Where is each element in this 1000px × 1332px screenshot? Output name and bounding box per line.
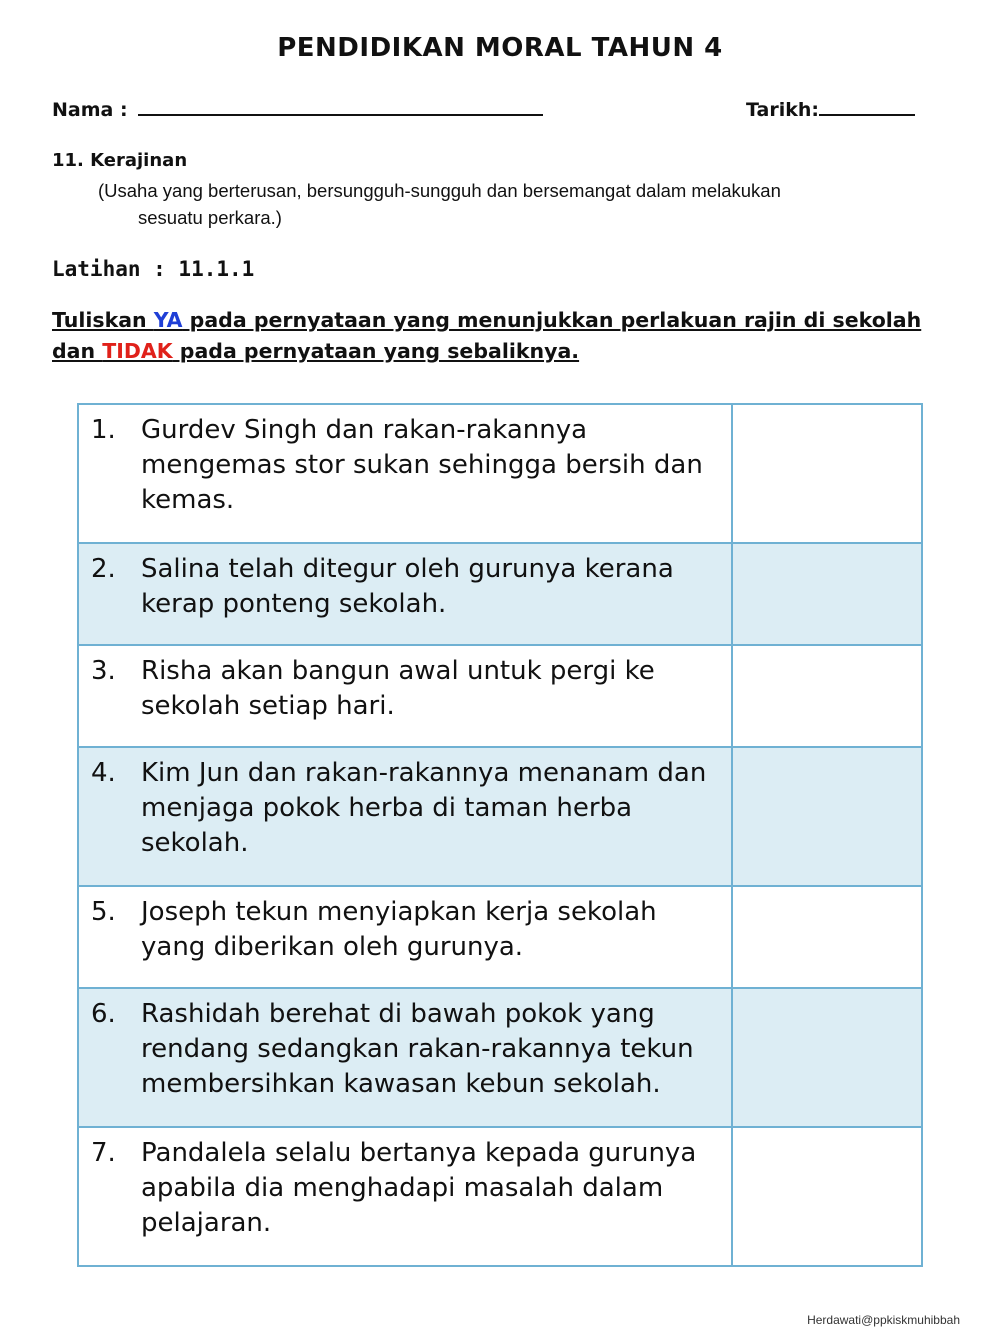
question-number: 4. xyxy=(91,758,116,788)
question-number: 7. xyxy=(91,1138,116,1168)
topic-definition xyxy=(98,177,948,231)
answer-cell[interactable] xyxy=(732,747,922,886)
exercise-label: Latihan : 11.1.1 xyxy=(52,257,255,281)
question-statement: Pandalela selalu bertanya kepada gurunya apabila dia menghadapi masalah dalam pelajaran. xyxy=(141,1138,697,1238)
answer-cell[interactable] xyxy=(732,988,922,1127)
instruction-part-2: pada pernyataan yang menunjukkan perlakuan rajin di sekolah dan xyxy=(52,308,922,363)
question-statement: Rashidah berehat di bawah pokok yang rendang sedangkan rakan-rakannya tekun membersihkan kawasan kebun sekolah. xyxy=(141,999,694,1099)
definition-line-2: sesuatu perkara.) xyxy=(138,207,282,228)
date-input-line[interactable] xyxy=(819,96,915,116)
question-cell xyxy=(78,988,732,1127)
question-number: 3. xyxy=(91,656,116,686)
question-statement: Salina telah ditegur oleh gurunya kerana kerap ponteng sekolah. xyxy=(141,554,674,619)
topic-heading: 11. Kerajinan xyxy=(52,150,188,171)
name-input-line[interactable] xyxy=(138,96,543,116)
question-number: 6. xyxy=(91,999,116,1029)
instruction-text xyxy=(52,305,952,367)
question-row xyxy=(78,747,922,886)
answer-cell[interactable] xyxy=(732,1127,922,1266)
date-field-row xyxy=(746,96,915,121)
question-row xyxy=(78,886,922,988)
question-row xyxy=(78,543,922,645)
question-number: 2. xyxy=(91,554,116,584)
instruction-part-3: pada pernyataan yang sebaliknya. xyxy=(172,339,580,363)
page-title: PENDIDIKAN MORAL TAHUN 4 xyxy=(277,33,723,63)
question-cell xyxy=(78,747,732,886)
question-row xyxy=(78,1127,922,1266)
definition-line-1: (Usaha yang berterusan, bersungguh-sungguh dan bersemangat dalam melakukan xyxy=(98,180,781,201)
question-statement: Joseph tekun menyiapkan kerja sekolah yang diberikan oleh gurunya. xyxy=(141,897,657,962)
question-cell xyxy=(78,543,732,645)
name-label: Nama : xyxy=(52,99,128,121)
answer-cell[interactable] xyxy=(732,645,922,747)
question-statement: Kim Jun dan rakan-rakannya menanam dan menjaga pokok herba di taman herba sekolah. xyxy=(141,758,707,858)
question-cell xyxy=(78,886,732,988)
question-row xyxy=(78,645,922,747)
question-row xyxy=(78,988,922,1127)
question-statement: Risha akan bangun awal untuk pergi ke sekolah setiap hari. xyxy=(141,656,655,721)
question-cell xyxy=(78,404,732,543)
ya-keyword: YA xyxy=(153,308,183,332)
question-number: 1. xyxy=(91,415,116,445)
question-table xyxy=(77,403,923,1267)
answer-cell[interactable] xyxy=(732,886,922,988)
question-cell xyxy=(78,645,732,747)
tidak-keyword: TIDAK xyxy=(102,339,173,363)
date-label: Tarikh: xyxy=(746,99,819,121)
answer-cell[interactable] xyxy=(732,404,922,543)
instruction-part-1: Tuliskan xyxy=(52,308,154,332)
question-statement: Gurdev Singh dan rakan-rakannya mengemas stor sukan sehingga bersih dan kemas. xyxy=(141,415,703,515)
question-cell xyxy=(78,1127,732,1266)
question-number: 5. xyxy=(91,897,116,927)
question-row xyxy=(78,404,922,543)
footer-credit: Herdawati@ppkiskmuhibbah xyxy=(807,1313,960,1327)
answer-cell[interactable] xyxy=(732,543,922,645)
name-field-row xyxy=(52,96,543,121)
